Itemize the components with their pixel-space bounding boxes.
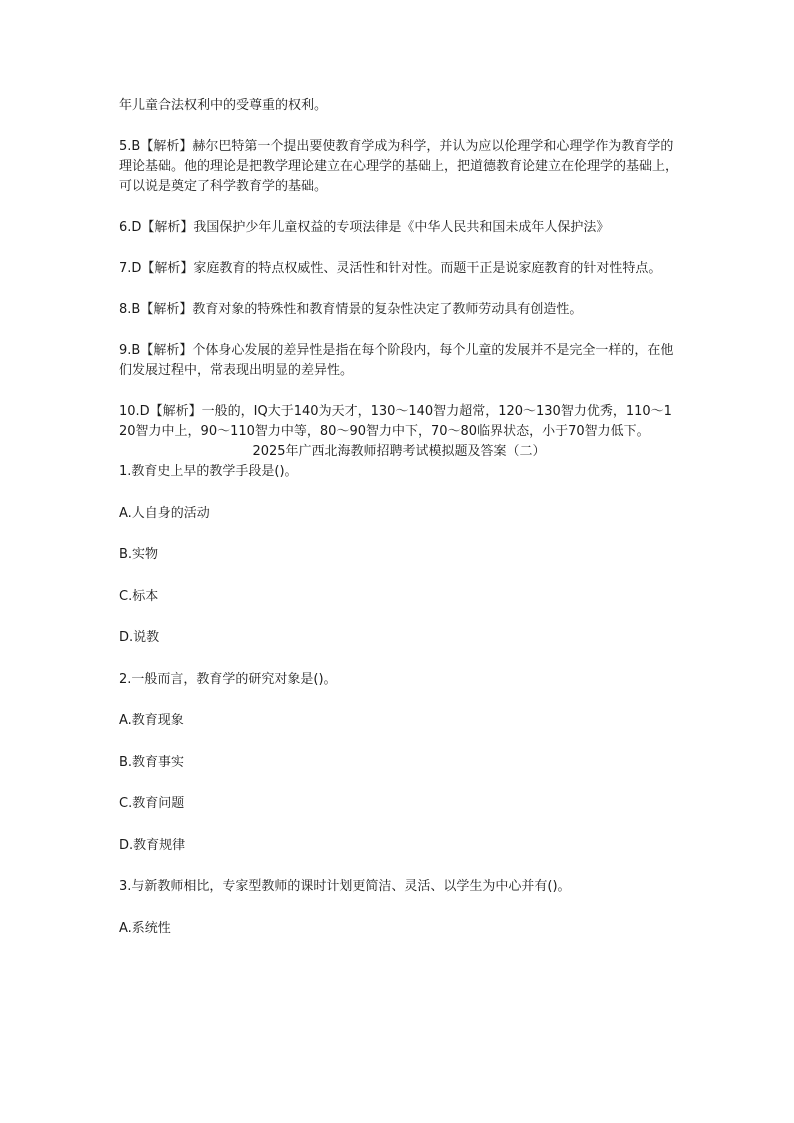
section-title: 2025年广西北海教师招聘考试模拟题及答案（二） [252, 444, 546, 459]
option-2a: A.教育现象 [119, 713, 184, 728]
answer-paragraph-6: 6.D【解析】我国保护少年儿童权益的专项法律是《中华人民共和国未成年人保护法》 [119, 220, 610, 235]
option-1d: D.说教 [119, 630, 160, 645]
answer-paragraph-7: 7.D【解析】家庭教育的特点权威性、灵活性和针对性。而题干正是说家庭教育的针对性特点。 [119, 261, 662, 276]
option-2c: C.教育问题 [119, 796, 185, 811]
answer-paragraph-10: 10.D【解析】一般的，IQ大于140为天才，130～140智力超常，120～130智力优秀，110～120智力中上，90～110智力中等，80～90智力中下，70～80临界状态，小于70智力低下。 [119, 404, 672, 439]
option-3a: A.系统性 [119, 920, 171, 936]
answer-paragraph-9: 9.B【解析】个体身心发展的差异性是指在每个阶段内，每个儿童的发展并不是完全一样的，在他们发展过程中，常表现出明显的差异性。 [119, 343, 674, 378]
option-2b: B.教育事实 [119, 754, 185, 770]
question-stem-1: 1.教育史上早的教学手段是()。 [119, 464, 298, 479]
option-2d: D.教育规律 [119, 837, 186, 853]
answer-paragraph-8: 8.B【解析】教育对象的特殊性和教育情景的复杂性决定了教师劳动具有创造性。 [119, 302, 583, 317]
option-1a: A.人自身的活动 [119, 505, 210, 521]
question-stem-2: 2.一般而言，教育学的研究对象是()。 [119, 671, 337, 687]
answer-paragraph-5: 5.B【解析】赫尔巴特第一个提出要使教育学成为科学，并认为应以伦理学和心理学作为教育学的理论基础。他的理论是把教学理论建立在心理学的基础上，把道德教育论建立在伦理学的基础上，可以说是奠定了科学教育学的基础。 [119, 139, 679, 194]
option-1b: B.实物 [119, 547, 159, 562]
option-1c: C.标本 [119, 588, 159, 604]
question-list [119, 462, 679, 939]
answer-paragraph-prev: 年儿童合法权利中的受尊重的权利。 [119, 98, 328, 113]
question-stem-3: 3.与新教师相比，专家型教师的课时计划更简洁、灵活、以学生为中心并有()。 [119, 879, 571, 894]
page-content [119, 96, 679, 960]
